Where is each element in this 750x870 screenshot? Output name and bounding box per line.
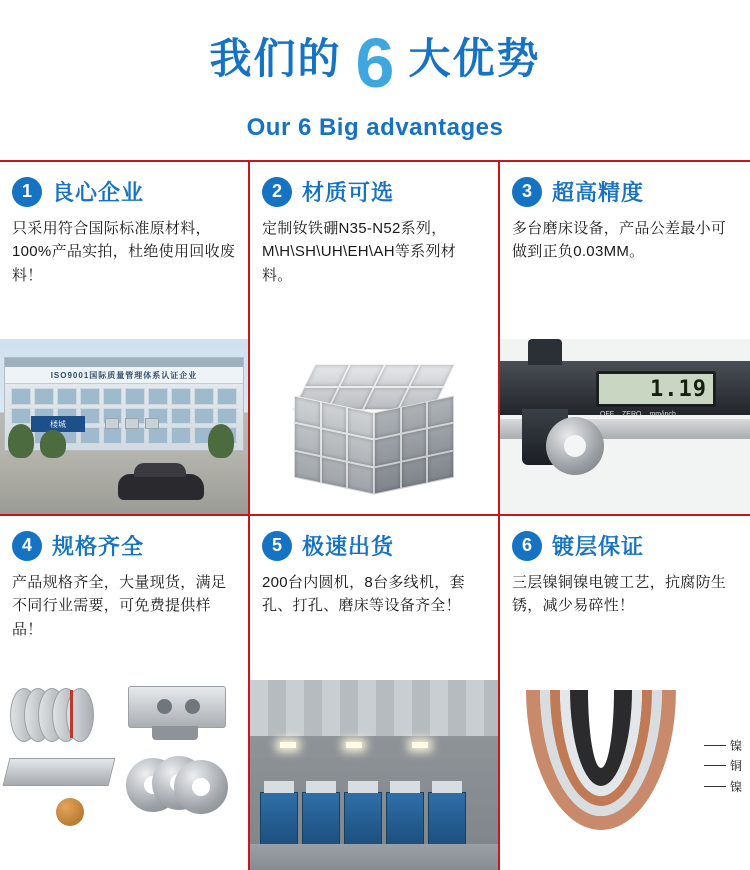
block-magnet (3, 758, 116, 786)
card-title: 良心企业 (52, 180, 145, 205)
card-header (512, 176, 738, 207)
number-badge: 3 (512, 177, 542, 207)
card-title: 极速出货 (302, 534, 395, 559)
advantage-card-6 (500, 516, 750, 870)
caliper-button-unit[interactable]: mm/inch (649, 411, 676, 418)
caliper-reading: 1.19 (650, 376, 707, 402)
advantages-grid (0, 160, 750, 870)
page-title (209, 24, 541, 102)
number-badge: 5 (262, 531, 292, 561)
page-subtitle: Our 6 Big advantages (246, 114, 504, 141)
title-number: 6 (355, 24, 395, 102)
number-badge: 4 (12, 531, 42, 561)
card-header (262, 530, 486, 561)
factory-banner: ISO9001国际质量管理体系认证企业 (5, 367, 243, 384)
poster-header (0, 0, 750, 160)
advantage-card-4 (0, 516, 250, 870)
advantage-card-3 (500, 162, 750, 516)
card-title: 规格齐全 (52, 534, 145, 559)
card-text: 产品规格齐全，大量现货，满足不同行业需要，可免费提供样品！ (12, 574, 227, 638)
advantage-card-5 (250, 516, 500, 870)
advantage-card-2 (250, 162, 500, 516)
card-title: 材质可选 (302, 180, 395, 205)
number-badge: 2 (262, 177, 292, 207)
card-text: 只采用符合国际标准原材料，100%产品实拍，杜绝使用回收废料！ (12, 220, 236, 284)
card-text: 三层镍铜镍电镀工艺，抗腐防生锈，减少易碎性！ (512, 574, 727, 615)
factory-building-photo (0, 339, 248, 514)
coin (56, 798, 84, 826)
digital-caliper-photo (500, 339, 750, 514)
layer-label-3: 镍 (704, 777, 742, 797)
card-title: 镀层保证 (552, 534, 645, 559)
layer-label-2: 铜 (704, 756, 742, 776)
advantage-card-1 (0, 162, 250, 516)
caliper-display (596, 371, 716, 407)
card-text: 多台磨床设备，产品公差最小可做到正负0.03MM。 (512, 220, 727, 261)
ring-magnet-stack (126, 756, 226, 814)
workshop-machines-photo (250, 680, 498, 870)
caliper-button-zero[interactable]: ZERO (622, 411, 642, 418)
layer-label-1: 镍 (704, 736, 742, 756)
layer-labels (704, 736, 742, 797)
magnet-products-photo (0, 680, 248, 870)
card-header (512, 530, 738, 561)
title-prefix: 我们的 (209, 35, 342, 82)
number-badge: 1 (12, 177, 42, 207)
title-suffix: 大优势 (408, 35, 541, 82)
card-header (262, 176, 486, 207)
number-badge: 6 (512, 531, 542, 561)
card-header (12, 530, 236, 561)
caliper-buttons[interactable] (600, 411, 676, 418)
parked-car (118, 474, 204, 500)
card-title: 超高精度 (552, 180, 645, 205)
measured-ring-magnet (546, 417, 604, 475)
card-text: 200台内圆机，8台多线机，套孔、打孔、磨床等设备齐全！ (262, 574, 465, 615)
magnet-cube-photo (250, 339, 498, 514)
coating-layers-diagram (500, 680, 750, 870)
factory-sign: 楼城 (31, 416, 85, 432)
card-text: 定制钕铁硼N35-N52系列，M\H\SH\UH\EH\AH等系列材料。 (262, 220, 457, 284)
mounting-plate-magnet (128, 686, 226, 728)
caliper-button-off[interactable]: OFF (600, 411, 614, 418)
card-header (12, 176, 236, 207)
disc-magnet-stack (10, 688, 94, 740)
